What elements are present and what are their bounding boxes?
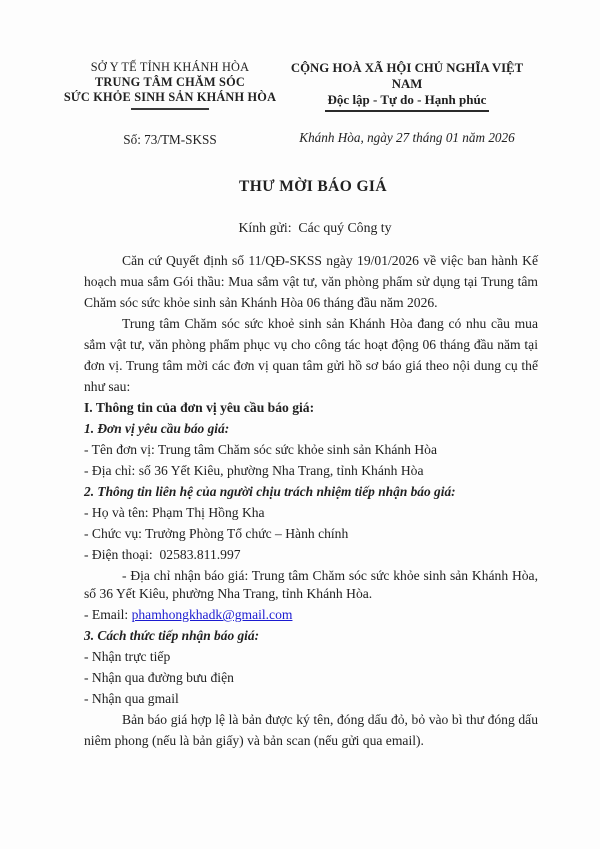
national-header-block <box>275 60 539 112</box>
parent-agency-name: SỞ Y TẾ TỈNH KHÁNH HÒA <box>90 60 250 74</box>
issuing-org-block <box>30 60 310 110</box>
list-item-contact-position: - Chức vụ: Trưởng Phòng Tổ chức – Hành chính <box>84 526 349 541</box>
email-link[interactable]: phamhongkhadk@gmail.com <box>131 607 293 622</box>
subsection-heading-1: 1. Đơn vị yêu cầu báo giá: <box>84 421 230 436</box>
section-heading-1: I. Thông tin của đơn vị yêu cầu báo giá: <box>84 400 315 415</box>
place-and-date: Khánh Hòa, ngày 27 tháng 01 năm 2026 <box>299 130 515 145</box>
list-item-unit-address: - Địa chỉ: số 36 Yết Kiêu, phường Nha Trang, tỉnh Khánh Hòa <box>84 463 424 478</box>
list-item-unit-name: - Tên đơn vị: Trung tâm Chăm sóc sức khỏe sinh sản Khánh Hòa <box>84 442 437 457</box>
national-motto: Độc lập - Tự do - Hạnh phúc <box>325 92 490 112</box>
list-item-receive-direct: - Nhận trực tiếp <box>84 649 171 664</box>
email-label: - Email: <box>84 607 132 622</box>
subsection-heading-3: 3. Cách thức tiếp nhận báo giá: <box>84 628 260 643</box>
national-title: CỘNG HOÀ XÃ HỘI CHỦ NGHĨA VIỆT NAM <box>290 61 524 91</box>
paragraph-intro: Trung tâm Chăm sóc sức khoẻ sinh sản Khánh Hòa đang có nhu cầu mua sắm vật tư, văn phòng phẩm phục vụ cho công tác hoạt động 06 tháng đầu năm tại đơn vị. Trung tâm mời các đơn vị quan tâm gửi hồ sơ báo giá theo nội dung cụ thể như sau: <box>84 316 538 394</box>
list-item-receive-post: - Nhận qua đường bưu điện <box>84 670 234 685</box>
document-number: Số: 73/TM-SKSS <box>123 132 217 147</box>
list-item-contact-phone: - Điện thoại: 02583.811.997 <box>84 547 241 562</box>
list-item-contact-name: - Họ và tên: Phạm Thị Hồng Kha <box>84 505 265 520</box>
paragraph-legal-basis: Căn cứ Quyết định số 11/QĐ-SKSS ngày 19/01/2026 về việc ban hành Kế hoạch mua sắm Gói thầu: Mua sắm vật tư, văn phòng phẩm sử dụng tại Trung tâm Chăm sóc sức khỏe sinh sản Khánh Hòa 06 tháng đầu năm 2026. <box>84 253 538 310</box>
list-item-contact-email <box>84 604 538 625</box>
org-name-underline <box>131 108 209 110</box>
page-title: THƯ MỜI BÁO GIÁ <box>239 178 387 195</box>
list-item-receive-gmail: - Nhận qua gmail <box>84 691 179 706</box>
document-body <box>84 250 538 751</box>
list-item-quote-address: - Địa chỉ nhận báo giá: Trung tâm Chăm sóc sức khỏe sinh sản Khánh Hòa, số 36 Yết Kiêu, phường Nha Trang, tỉnh Khánh Hòa. <box>84 568 538 601</box>
subsection-heading-2: 2. Thông tin liên hệ của người chịu trách nhiệm tiếp nhận báo giá: <box>84 484 456 499</box>
org-name-line2: SỨC KHỎE SINH SẢN KHÁNH HÒA <box>63 90 277 104</box>
salutation-line: Kính gửi: Các quý Công ty <box>238 220 392 235</box>
paragraph-validity: Bản báo giá hợp lệ là bản được ký tên, đóng dấu đỏ, bỏ vào bì thư đóng dấu niêm phong (nếu là bản giấy) và bản scan (nếu gửi qua email). <box>84 712 538 748</box>
org-name-line1: TRUNG TÂM CHĂM SÓC <box>95 75 245 89</box>
